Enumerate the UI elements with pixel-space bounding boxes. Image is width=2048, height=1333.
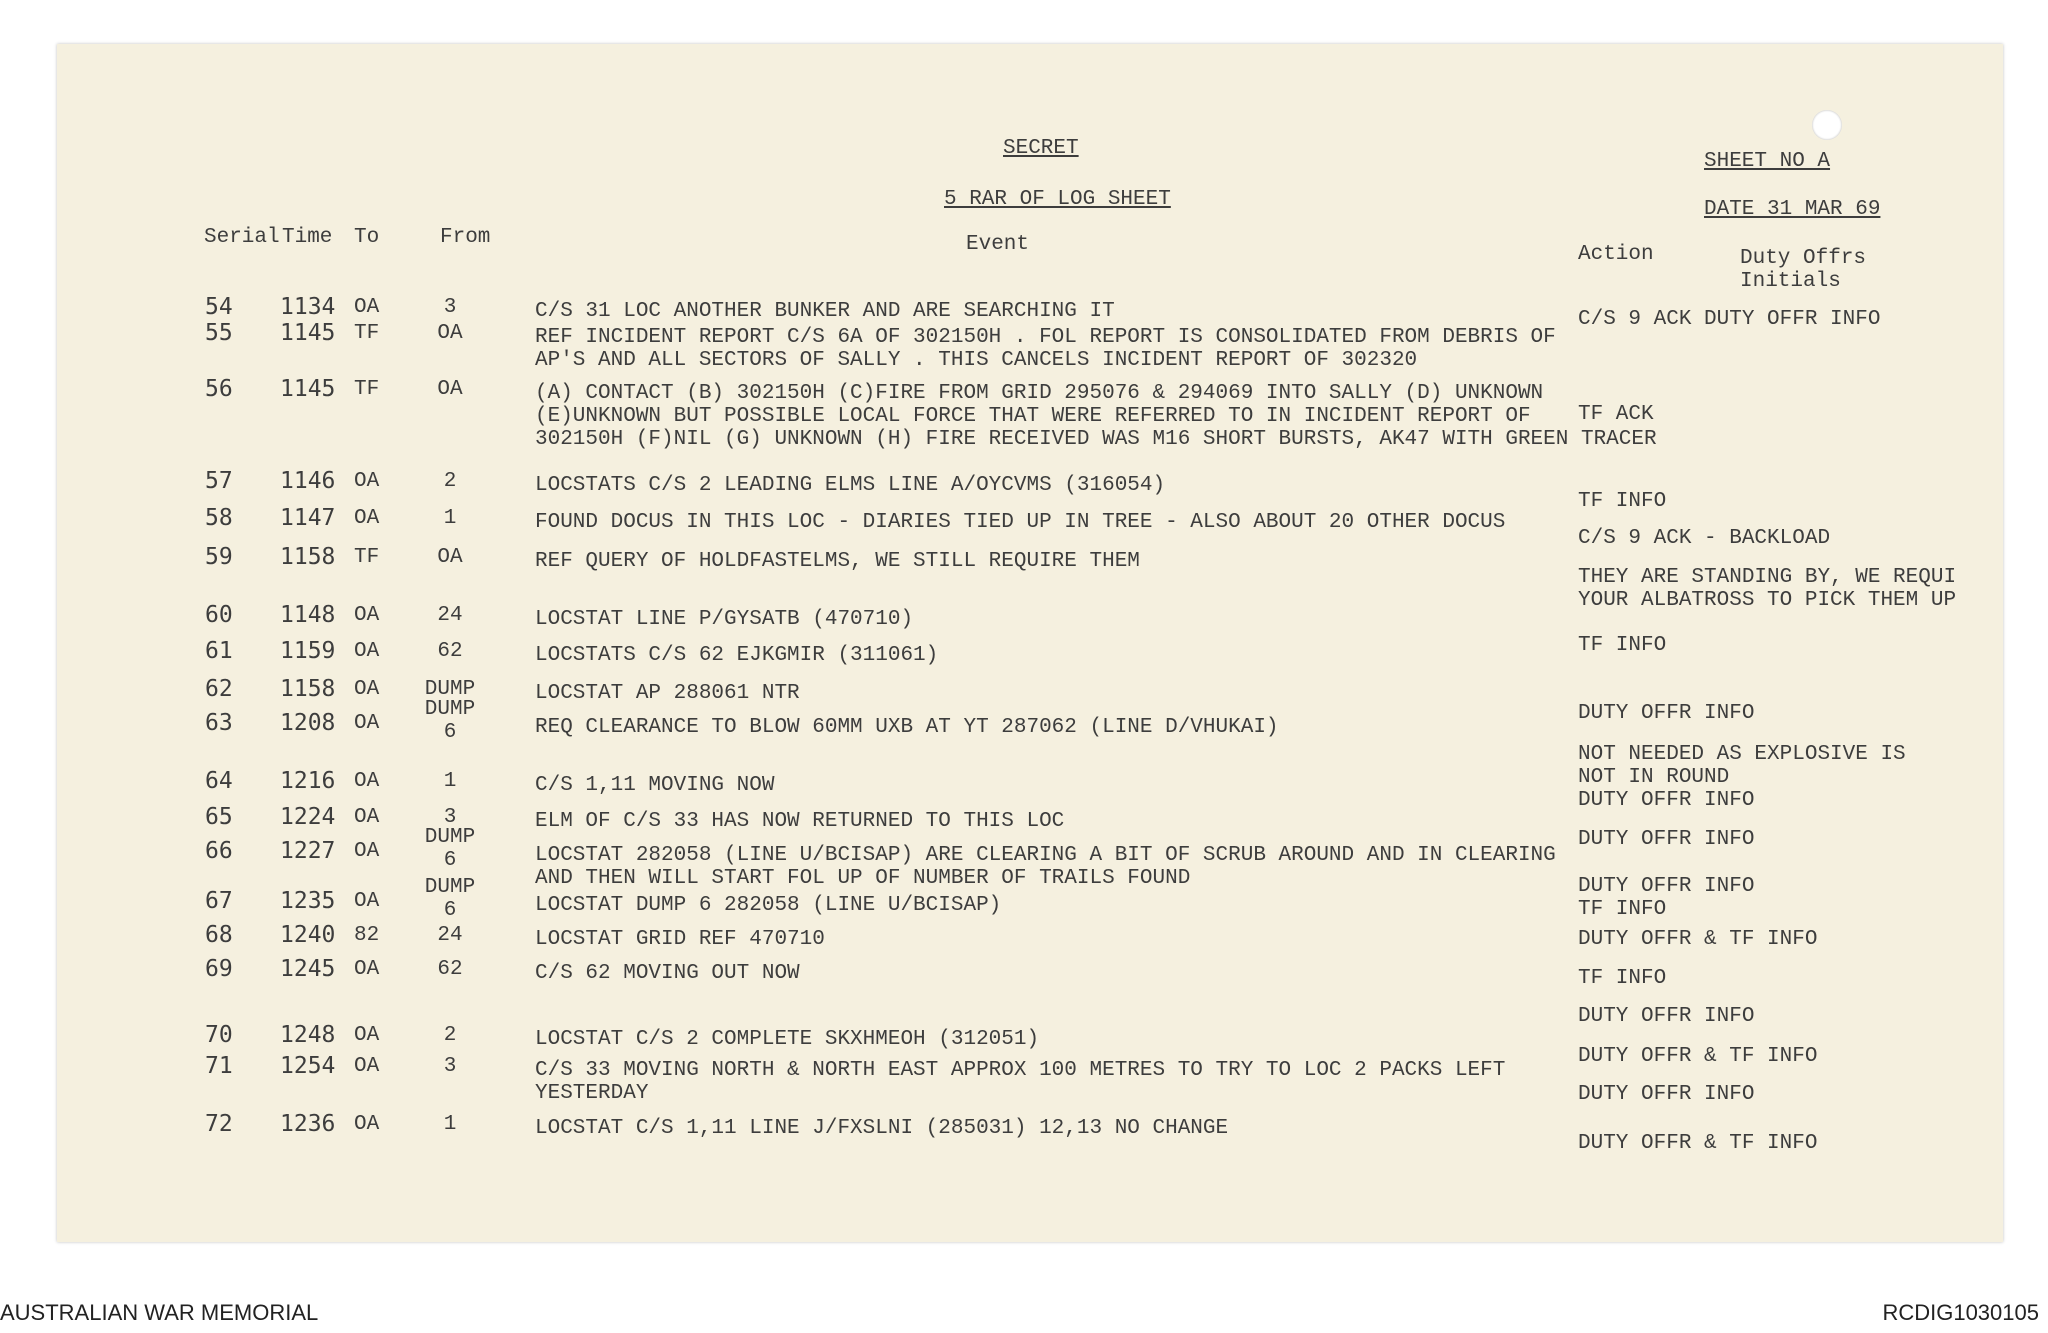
row-serial: 65 [205,804,233,830]
row-to: TF [354,378,380,401]
row-to: OA [354,890,380,913]
row-from: 3 [443,296,457,319]
row-time: 1159 [280,638,336,664]
row-time: 1227 [280,838,336,864]
row-from: 2 [443,1024,457,1047]
row-event: REF QUERY OF HOLDFASTELMS, WE STILL REQUIRE THEM [535,550,1140,573]
col-to: To [354,226,380,249]
row-action: C/S 9 ACK DUTY OFFR INFO [1578,308,1881,331]
row-to: TF [354,322,380,345]
row-from: 3 [443,806,457,829]
row-to: OA [354,1113,380,1136]
row-action: TF INFO [1578,634,1667,657]
row-event: LOCSTAT DUMP 6 282058 (LINE U/BCISAP) [535,894,1002,917]
row-to: OA [354,1024,380,1047]
sheet-number: SHEET NO A [1704,150,1831,173]
row-to: OA [354,507,380,530]
row-event: ELM OF C/S 33 HAS NOW RETURNED TO THIS LOC [535,810,1065,833]
row-time: 1145 [280,376,336,402]
row-to: OA [354,296,380,319]
row-serial: 68 [205,922,233,948]
row-event: C/S 31 LOC ANOTHER BUNKER AND ARE SEARCHING IT [535,300,1115,323]
row-time: 1224 [280,804,336,830]
row-event: LOCSTAT LINE P/GYSATB (470710) [535,608,914,631]
row-from: DUMP 6 [424,698,476,744]
row-time: 1235 [280,888,336,914]
row-time: 1148 [280,602,336,628]
row-to: OA [354,958,380,981]
row-from: OA [437,546,463,569]
row-to: OA [354,712,380,735]
row-serial: 64 [205,768,233,794]
row-serial: 67 [205,888,233,914]
row-event: LOCSTAT C/S 2 COMPLETE SKXHMEOH (312051) [535,1028,1040,1051]
row-time: 1236 [280,1111,336,1137]
row-time: 1216 [280,768,336,794]
row-serial: 55 [205,320,233,346]
footer-source: AUSTRALIAN WAR MEMORIAL [0,1300,319,1325]
row-from: OA [437,378,463,401]
row-action: NOT NEEDED AS EXPLOSIVE IS NOT IN ROUND DUTY OFFR INFO [1578,743,1906,812]
row-from: DUMP 6 [424,826,476,872]
row-action: THEY ARE STANDING BY, WE REQUI YOUR ALBATROSS TO PICK THEM UP [1578,566,1957,612]
row-to: OA [354,678,380,701]
row-time: 1145 [280,320,336,346]
row-time: 1158 [280,544,336,570]
sheet-date: DATE 31 MAR 69 [1704,198,1881,221]
row-time: 1248 [280,1022,336,1048]
row-event: (A) CONTACT (B) 302150H (C)FIRE FROM GRID 295076 & 294069 INTO SALLY (D) UNKNOWN (E)UNKNOWN BUT POSSIBLE LOCAL FORCE THAT WERE REFERRED TO IN INCIDENT REPORT OF 302150H (F)NIL (G) UNKNOWN (H) FIRE RECEIVED WAS M16 SHORT BURSTS, AK47 WITH GREEN TRACER [535,382,1657,451]
row-from: 1 [443,1113,457,1136]
row-event: REF INCIDENT REPORT C/S 6A OF 302150H . FOL REPORT IS CONSOLIDATED FROM DEBRIS OF AP'S AND ALL SECTORS OF SALLY . THIS CANCELS INCIDENT REPORT OF 302320 [535,326,1556,372]
row-time: 1134 [280,294,336,320]
row-serial: 70 [205,1022,233,1048]
row-from: 1 [443,507,457,530]
row-serial: 59 [205,544,233,570]
row-serial: 56 [205,376,233,402]
row-time: 1240 [280,922,336,948]
row-from: 62 [437,958,463,981]
row-event: REQ CLEARANCE TO BLOW 60MM UXB AT YT 287062 (LINE D/VHUKAI) [535,716,1279,739]
col-event: Event [966,233,1030,256]
row-action: DUTY OFFR & TF INFO [1578,928,1818,951]
col-time: Time [282,226,333,249]
row-from: 1 [443,770,457,793]
row-to: OA [354,840,380,863]
row-from: 24 [437,604,463,627]
row-from: 3 [443,1055,457,1078]
row-event: LOCSTATS C/S 2 LEADING ELMS LINE A/OYCVMS (316054) [535,474,1166,497]
row-to: OA [354,770,380,793]
row-serial: 71 [205,1053,233,1079]
row-event: LOCSTAT C/S 1,11 LINE J/FXSLNI (285031) 12,13 NO CHANGE [535,1117,1229,1140]
row-serial: 58 [205,505,233,531]
row-serial: 61 [205,638,233,664]
row-serial: 72 [205,1111,233,1137]
row-from: OA [437,322,463,345]
row-time: 1254 [280,1053,336,1079]
row-to: 82 [354,924,380,947]
row-serial: 63 [205,710,233,736]
row-time: 1146 [280,468,336,494]
row-action: DUTY OFFR INFO [1578,1005,1755,1028]
row-from: 2 [443,470,457,493]
log-sheet-title: 5 RAR OF LOG SHEET [944,188,1171,211]
punch-hole [1812,110,1842,140]
row-from: DUMP [424,678,476,701]
row-serial: 54 [205,294,233,320]
row-time: 1245 [280,956,336,982]
row-from: DUMP 6 [424,876,476,922]
row-action: DUTY OFFR INFO TF INFO [1578,875,1755,921]
row-serial: 60 [205,602,233,628]
row-action: TF INFO [1578,967,1667,990]
row-action: C/S 9 ACK - BACKLOAD [1578,527,1831,550]
secret-heading: SECRET [1003,137,1079,160]
col-duty-initials: Initials [1740,270,1841,293]
footer-id: RCDIG1030105 [1882,1300,2039,1325]
col-serial: Serial [204,226,280,249]
row-serial: 62 [205,676,233,702]
row-serial: 57 [205,468,233,494]
row-action: TF INFO [1578,490,1667,513]
row-action: DUTY OFFR & TF INFO [1578,1132,1818,1155]
row-to: OA [354,604,380,627]
row-event: C/S 1,11 MOVING NOW [535,774,775,797]
row-event: C/S 33 MOVING NORTH & NORTH EAST APPROX 100 METRES TO TRY TO LOC 2 PACKS LEFT YESTERDAY [535,1059,1506,1105]
row-time: 1147 [280,505,336,531]
row-event: FOUND DOCUS IN THIS LOC - DIARIES TIED UP IN TREE - ALSO ABOUT 20 OTHER DOCUS [535,511,1506,534]
row-event: LOCSTATS C/S 62 EJKGMIR (311061) [535,644,939,667]
row-to: OA [354,640,380,663]
row-action: DUTY OFFR INFO [1578,702,1755,725]
col-from: From [440,226,491,249]
row-from: 62 [437,640,463,663]
row-event: LOCSTAT AP 288061 NTR [535,682,800,705]
row-action: DUTY OFFR & TF INFO [1578,1045,1818,1068]
row-to: OA [354,1055,380,1078]
row-to: TF [354,546,380,569]
col-duty-offrs: Duty Offrs [1740,247,1867,270]
row-time: 1208 [280,710,336,736]
row-to: OA [354,470,380,493]
row-from: 24 [437,924,463,947]
row-serial: 69 [205,956,233,982]
row-time: 1158 [280,676,336,702]
row-serial: 66 [205,838,233,864]
row-to: OA [354,806,380,829]
row-action: TF ACK [1578,403,1654,426]
row-event: LOCSTAT GRID REF 470710 [535,928,825,951]
row-action: DUTY OFFR INFO [1578,828,1755,851]
row-action: DUTY OFFR INFO [1578,1083,1755,1106]
row-event: LOCSTAT 282058 (LINE U/BCISAP) ARE CLEARING A BIT OF SCRUB AROUND AND IN CLEARING AND THEN WILL START FOL UP OF NUMBER OF TRAILS FOUND [535,844,1556,890]
col-action: Action [1578,243,1654,266]
row-event: C/S 62 MOVING OUT NOW [535,962,800,985]
